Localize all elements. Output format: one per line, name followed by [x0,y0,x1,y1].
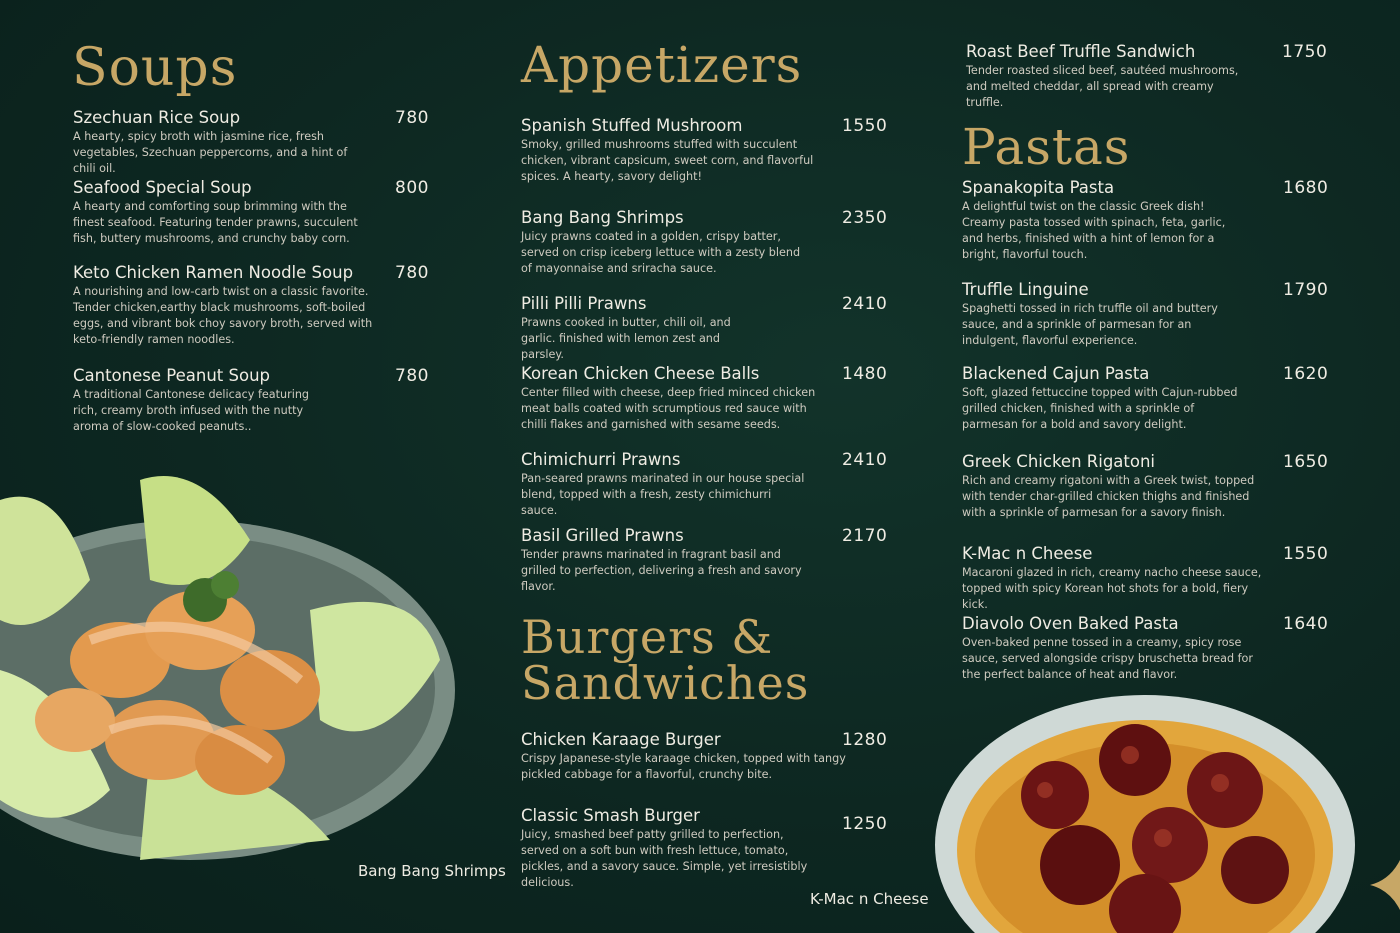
item-name: Seafood Special Soup [73,178,252,197]
item-name: Spanish Stuffed Mushroom [521,116,743,135]
item-name: Chimichurri Prawns [521,450,681,469]
item-description: Pan-seared prawns marinated in our house special blend, topped with a fresh, zesty chimichurri sauce. [521,472,805,517]
item-description: Oven-baked penne tossed in a creamy, spicy rose sauce, served alongside crispy bruschetta bread for the perfect balance of heat and flavor. [962,636,1254,681]
item-price: 1640 [1283,614,1329,634]
item-name: Bang Bang Shrimps [521,208,684,227]
item-name: Truffle Linguine [962,280,1089,299]
item-description: Juicy prawns coated in a golden, crispy batter, served on crisp iceberg lettuce with a zesty blend of mayonnaise and sriracha sauce. [521,230,801,275]
menu-item-blackened-cajun-pasta [962,364,1327,433]
item-price: 780 [395,263,429,283]
item-description: Crispy Japanese-style karaage chicken, topped with tangy pickled cabbage for a flavorful, crunchy bite. [521,752,846,781]
item-description: A hearty, spicy broth with jasmine rice, fresh vegetables, Szechuan peppercorns, and a hint of chili oil. [73,130,348,175]
item-description: A traditional Cantonese delicacy featuring rich, creamy broth infused with the nutty aroma of slow-cooked peanuts.. [73,388,310,433]
menu-item-seafood-special-soup [73,178,428,247]
item-description: Soft, glazed fettuccine topped with Cajun-rubbed grilled chicken, finished with a sprinkle of parmesan for a bold and savory delight. [962,386,1238,431]
k-mac-n-cheese-photo [935,695,1365,933]
menu-item-spanish-stuffed-mushroom [521,116,886,185]
menu-item-korean-chicken-cheese-balls [521,364,886,433]
item-description: Prawns cooked in butter, chili oil, and garlic. finished with lemon zest and parsley. [521,316,731,361]
item-price: 1280 [842,730,888,750]
item-price: 1250 [842,814,888,834]
item-description: A delightful twist on the classic Greek dish! Creamy pasta tossed with spinach, feta, garlic, and herbs, finished with a hint of lemon for a bright, flavorful touch. [962,200,1226,261]
item-name: Pilli Pilli Prawns [521,294,647,313]
menu-item-greek-chicken-rigatoni [962,452,1327,521]
item-description: A hearty and comforting soup brimming with the finest seafood. Featuring tender prawns, succulent fish, buttery mushrooms, and crunchy baby corn. [73,200,358,245]
item-name: Spanakopita Pasta [962,178,1115,197]
menu-item-roast-beef-truffle-sandwich [966,42,1326,111]
item-price: 2410 [842,450,888,470]
item-description: Spaghetti tossed in rich truffle oil and buttery sauce, and a sprinkle of parmesan for an indulgent, flavorful experience. [962,302,1218,347]
menu-item-keto-chicken-ramen [73,263,428,348]
item-description: Tender roasted sliced beef, sautéed mushrooms, and melted cheddar, all spread with creamy truffle. [966,64,1239,109]
menu-item-truffle-linguine [962,280,1327,349]
burgers-title-line2: Sandwiches [521,656,810,710]
menu-item-pilli-pilli-prawns [521,294,886,363]
menu-item-chicken-karaage-burger [521,730,886,783]
shrimp-plate-illustration [0,460,460,860]
item-name: Diavolo Oven Baked Pasta [962,614,1179,633]
item-price: 800 [395,178,429,198]
item-description: Macaroni glazed in rich, creamy nacho cheese sauce, topped with spicy Korean hot shots for a bold, fiery kick. [962,566,1262,611]
item-price: 1790 [1283,280,1329,300]
soups-title: Soups [72,38,238,98]
star-ornament-icon [1370,860,1400,910]
menu-item-diavolo-oven-baked-pasta [962,614,1327,683]
item-description: A nourishing and low-carb twist on a classic favorite. Tender chicken,earthy black mushrooms, soft-boiled eggs, and vibrant bok choy savory broth, served with keto-friendly ramen noodles. [73,285,373,346]
item-price: 1550 [842,116,888,136]
item-name: Keto Chicken Ramen Noodle Soup [73,263,354,282]
item-price: 2350 [842,208,888,228]
pastas-title: Pastas [962,118,1131,176]
item-name: Szechuan Rice Soup [73,108,241,127]
menu-item-spanakopita-pasta [962,178,1327,263]
item-name: Blackened Cajun Pasta [962,364,1150,383]
item-price: 1480 [842,364,888,384]
item-name: Cantonese Peanut Soup [73,366,271,385]
burgers-title-line1: Burgers & [521,610,774,664]
item-price: 780 [395,108,429,128]
item-price: 1650 [1283,452,1329,472]
menu-item-basil-grilled-prawns [521,526,886,595]
item-description: Rich and creamy rigatoni with a Greek twist, topped with tender char-grilled chicken thighs and finished with a sprinkle of parmesan for a savory finish. [962,474,1255,519]
item-price: 2170 [842,526,888,546]
menu-item-k-mac-n-cheese [962,544,1327,613]
item-name: Basil Grilled Prawns [521,526,684,545]
item-description: Juicy, smashed beef patty grilled to perfection, served on a soft bun with fresh lettuce, tomato, pickles, and a savory sauce. Simple, yet irresistibly delicious. [521,828,808,889]
menu-item-cantonese-peanut-soup [73,366,428,435]
item-description: Tender prawns marinated in fragrant basil and grilled to perfection, delivering a fresh and savory flavor. [521,548,802,593]
bang-bang-shrimps-photo [0,460,460,860]
item-price: 1550 [1283,544,1329,564]
item-price: 1750 [1282,42,1328,62]
item-name: Korean Chicken Cheese Balls [521,364,760,383]
item-name: K-Mac n Cheese [962,544,1093,563]
item-name: Roast Beef Truffle Sandwich [966,42,1196,61]
menu-item-bang-bang-shrimps [521,208,886,277]
item-name: Greek Chicken Rigatoni [962,452,1156,471]
menu-item-chimichurri-prawns [521,450,886,519]
appetizers-title: Appetizers [521,36,803,94]
item-price: 1680 [1283,178,1329,198]
item-description: Smoky, grilled mushrooms stuffed with succulent chicken, vibrant capsicum, sweet corn, and flavorful spices. A hearty, savory delight! [521,138,814,183]
kmac-bowl-illustration [935,695,1365,933]
item-price: 780 [395,366,429,386]
item-name: Classic Smash Burger [521,806,700,825]
item-price: 2410 [842,294,888,314]
item-price: 1620 [1283,364,1329,384]
shrimp-photo-caption: Bang Bang Shrimps [358,862,506,880]
item-name: Chicken Karaage Burger [521,730,721,749]
item-description: Center filled with cheese, deep fried minced chicken meat balls coated with scrumptious red sauce with chilli flakes and garnished with sesame seeds. [521,386,816,431]
menu-item-classic-smash-burger [521,806,886,891]
kmac-photo-caption: K-Mac n Cheese [810,890,929,908]
menu-item-szechuan-rice-soup [73,108,428,177]
